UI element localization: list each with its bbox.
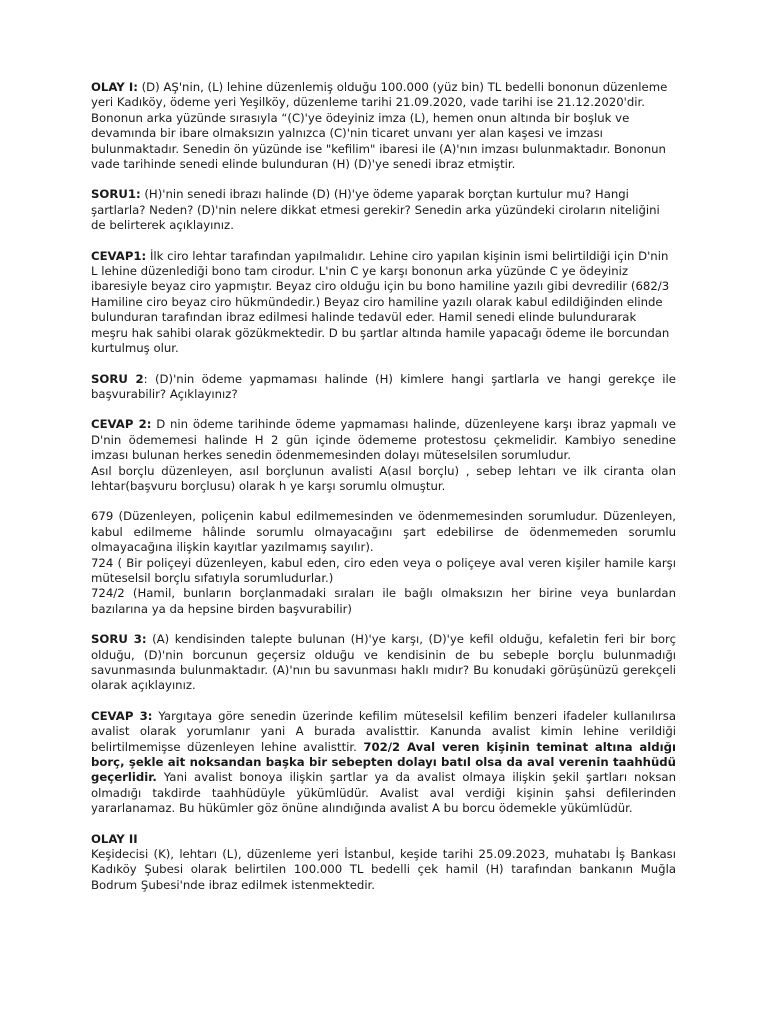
article-724: 724 ( Bir poliçeyi düzenleyen, kabul eden, ciro eden veya o poliçeye aval veren kişiler hamile karşı müteselsil borçlu sıfatıyla sorumludurlar.) (91, 555, 676, 585)
soru2-label: SORU 2 (91, 371, 144, 386)
soru3-text: (A) kendisinden talepte bulunan (H)'ye karşı, (D)'ye kefil olduğu, kefaletin feri bir borç olduğu, (D)'nin borcunun geçersiz olduğu ve kendisinin de bu sebeple borçlu bulunmadığı savunmasında bulunmaktadır. (A)'nın bu savunması haklı mıdır? Bu konudaki görüşünüzü gerekçeli olarak açıklayınız. (91, 632, 677, 693)
cevap2-text2: Asıl borçlu düzenleyen, asıl borçlunun avalisti A(asıl borçlu) , sebep lehtarı ve ilk ciranta olan lehtar(başvuru borçlusu) olarak h ye karşı sorumlu olmuştur. (91, 463, 676, 493)
document-page (91, 80, 676, 908)
article-679: 679 (Düzenleyen, poliçenin kabul edilmemesinden ve ödenmemesinden sorumludur. Düzenleyen, kabul edilmeme hâlinde sorumlu olmayacağını şart edebilirse de ödenmemeden sorumlu olmayacağına ilişkin kayıtlar yazılmamış sayılır). (91, 509, 676, 555)
soru2-paragraph (91, 372, 676, 403)
soru1-paragraph (91, 187, 676, 233)
soru1-text: (H)'nin senedi ibrazı halinde (D) (H)'ye ödeme yaparak borçtan kurtulur mu? Hangi şartlarla? Neden? (D)'nin nelere dikkat etmesi gerekir? Senedin arka yüzündeki ciroların niteliğini de belirterek açıklayınız. (91, 187, 660, 233)
olay1-label: OLAY I: (91, 80, 138, 94)
cevap1-paragraph (91, 249, 676, 357)
cevap3-paragraph (91, 709, 676, 817)
cevap1-text: İlk ciro lehtar tarafından yapılmalıdır. Lehine ciro yapılan kişinin ismi belirtildiği için D'nin L lehine düzenlediği bono tam cirodur. L'nin C ye karşı bononun arka yüzünde C ye ödeyiniz ibaresiyle beyaz ciro yapmıştır. Beyaz ciro olduğu için bu bono hamiline yazılı gibi devredilir (682/3 Hamiline ciro beyaz ciro hükmündedir.) Beyaz ciro hamiline yazılı olarak kabul edildiğinden elinde bulunduran tarafından ibraz edilmesi halinde tedavül eder. Hamil senedi elinde bulundurarak meşru hak sahibi olarak gözükmektedir. D bu şartlar altında hamile yapacağı ödeme ile borcundan kurtulmuş olur. (91, 248, 670, 356)
soru3-paragraph (91, 632, 676, 694)
soru3-label: SORU 3: (91, 632, 147, 647)
cevap3-label: CEVAP 3: (91, 708, 153, 723)
olay1-text: (D) AŞ'nin, (L) lehine düzenlemiş olduğu 100.000 (yüz bin) TL bedelli bononun düzenleme yeri Kadıköy, ödeme yeri Yeşilköy, düzenleme tarihi 21.09.2020, vade tarihi ise 21.12.2020'dir. Bononun arka yüzünde sırasıyla “(C)'ye ödeyiniz imza (L), hemen onun altında bir boşluk ve devamında bir ibare olmaksızın yalnızca (C)'nin ticaret unvanı yer alan kaşesi ve imzası bulunmaktadır. Senedin ön yüzünde ise "kefilim" ibaresi ile (A)'nın imzası bulunmaktadır. Bononun vade tarihinde senedi elinde bulunduran (H) (D)'ye senedi ibraz etmiştir. (91, 80, 668, 172)
cevap3-text-a: Yargıtaya göre senedin üzerinde kefilim müteselsil kefilim benzeri ifadeler kullanılırsa avalist olarak yorumlanır yani A burada avalisttir. Kanunda avalist kimin lehine verildiği belirtilmemişse düzenleyen lehine avalisttir. (91, 708, 676, 754)
cevap2-label: CEVAP 2: (91, 417, 152, 432)
soru1-label: SORU1: (91, 187, 141, 202)
cevap2-paragraph (91, 417, 676, 494)
olay1-paragraph (91, 80, 676, 172)
olay2-label: OLAY II (91, 831, 138, 846)
soru2-text: : (D)'nin ödeme yapmaması halinde (H) kimlere hangi şartlarla ve hangi gerekçe ile başvurabilir? Açıklayınız? (91, 371, 676, 401)
cevap2-text: D nin ödeme tarihinde ödeme yapmaması halinde, düzenleyene karşı ibraz yapmalı ve D'nin ödememesi halinde H 2 gün içinde ödememe protestosu çekmelidir. Kambiyo senedine imzası bulunan herkes senedin ödenmemesinden dolayı müteselsilen sorumludur. (91, 417, 676, 463)
cevap3-bold-text: 702/2 Aval veren kişinin teminat altına aldığı borç, şekle ait noksandan başka bir sebepten dolayı batıl olsa da aval verenin taahhüdü geçerlidir. (91, 739, 677, 785)
cevap3-text-b: Yani avalist bonoya ilişkin şartlar ya da avalist olmaya ilişkin şekil şartları noksan olmadığı takdirde taahhüdüyle yükümlüdür. Avalist aval verdiği kişinin şahsi defilerinden yararlanamaz. Bu hükümler göz önüne alındığında avalist A bu borcu ödemekle yükümlüdür. (91, 770, 676, 816)
article-724-2: 724/2 (Hamil, bunların borçlanmadaki sıraları ile bağlı olmaksızın her birine veya bunlardan bazılarına ya da hepsine birden başvurabilir) (91, 586, 676, 616)
olay2-paragraph (91, 832, 676, 894)
olay2-text: Keşidecisi (K), lehtarı (L), düzenleme yeri İstanbul, keşide tarihi 25.09.2023, muhatabı İş Bankası Kadıköy Şubesi olarak belirtilen 100.000 TL bedelli çek hamil (H) tarafından bankanın Muğla Bodrum Şubesi'nde ibraz edilmek istenmektedir. (91, 847, 676, 892)
articles-paragraph (91, 509, 676, 617)
cevap1-label: CEVAP1: (91, 248, 147, 263)
